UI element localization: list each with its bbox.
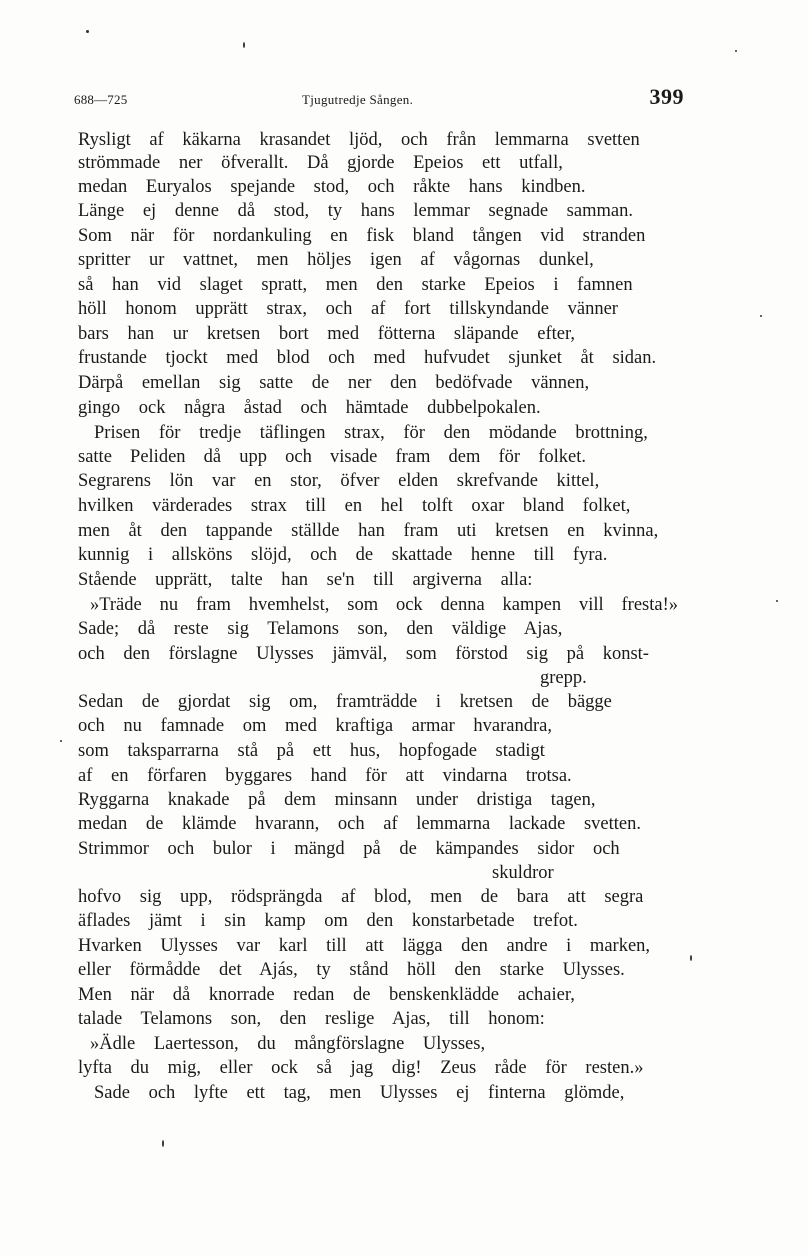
text-line: kunnig i allsköns slöjd, och de skattade henne till fyra. [78,545,608,565]
text-line: »Ädle Laertesson, du mångförslagne Ulysses, [90,1034,486,1054]
text-line: lyfta du mig, eller ock så jag dig! Zeus råde för resten.» [78,1058,644,1078]
text-line: äflades jämt i sin kamp om den konstarbetade trefot. [78,911,578,931]
text-line: Sedan de gjordat sig om, framträdde i kretsen de bägge [78,692,612,712]
page-number: 399 [649,84,684,109]
text-line: Ryggarna knakade på dem minsann under dristiga tagen, [78,790,596,810]
text-line: gingo ock några åstad och hämtade dubbelpokalen. [78,398,541,418]
text-line: så han vid slaget spratt, men den starke Epeios i famnen [78,275,633,295]
text-line: hofvo sig upp, rödsprängda af blod, men de bara att segra [78,887,644,907]
text-line: spritter ur vattnet, men höljes igen af vågornas dunkel, [78,250,594,270]
text-line: satte Peliden då upp och visade fram dem för folket. [78,447,586,467]
text-line: eller förmådde det Ajás, ty stånd höll den starke Ulysses. [78,960,625,980]
page-header [74,84,684,114]
text-line: »Träde nu fram hvemhelst, som ock denna kampen vill fresta!» [90,595,678,615]
text-line: Prisen för tredje täflingen strax, för den mödande brottning, [94,423,648,443]
text-line: Som när för nordankuling en fisk bland tången vid stranden [78,226,646,246]
text-line: grepp. [540,668,587,688]
text-line: Sade; då reste sig Telamons son, den väldige Ajas, [78,619,563,639]
paper-speck [60,740,62,742]
text-line: strömmade ner öfverallt. Då gjorde Epeios ett utfall, [78,153,563,173]
text-line: skuldror [492,863,554,883]
text-line: Men när då knorrade redan de benskenklädde achaier, [78,985,575,1005]
text-line: Rysligt af käkarna krasandet ljöd, och från lemmarna svetten [78,130,640,150]
text-line: Därpå emellan sig satte de ner den bedöfvade vännen, [78,373,590,393]
text-line: bars han ur kretsen bort med fötterna släpande efter, [78,324,576,344]
text-line: af en förfaren byggares hand för att vindarna trotsa. [78,766,572,786]
paper-speck [243,42,245,48]
text-line: och den förslagne Ulysses jämväl, som förstod sig på konst- [78,644,649,664]
text-line: höll honom upprätt strax, och af fort tillskyndande vänner [78,299,618,319]
paper-speck [760,315,762,317]
text-line: Sade och lyfte ett tag, men Ulysses ej finterna glömde, [94,1083,625,1103]
paper-speck [735,50,737,52]
running-title: Tjugutredje Sången. [302,92,414,107]
text-line: men åt den tappande ställde han fram uti kretsen en kvinna, [78,521,659,541]
line-range: 688—725 [74,92,128,107]
text-line: Länge ej denne då stod, ty hans lemmar segnade samman. [78,201,633,221]
paper-speck [162,1140,164,1147]
text-line: Segrarens lön var en stor, öfver elden skrefvande kittel, [78,471,600,491]
paper-speck [86,30,89,33]
text-line: Hvarken Ulysses var karl till att lägga den andre i marken, [78,936,651,956]
text-line: och nu famnade om med kraftiga armar hvarandra, [78,716,552,736]
text-line: frustande tjockt med blod och med hufvudet sjunket åt sidan. [78,348,657,368]
paper-speck [690,955,692,961]
text-line: medan Euryalos spejande stod, och råkte hans kindben. [78,177,586,197]
text-line: Stående upprätt, talte han se'n till argiverna alla: [78,570,533,590]
text-line: talade Telamons son, den reslige Ajas, till honom: [78,1009,545,1029]
text-line: som taksparrarna stå på ett hus, hopfogade stadigt [78,741,545,761]
paper-speck [776,600,778,602]
text-line: medan de klämde hvarann, och af lemmarna lackade svetten. [78,814,641,834]
text-line: hvilken värderades strax till en hel tolft oxar bland folket, [78,496,631,516]
text-line: Strimmor och bulor i mängd på de kämpandes sidor och [78,839,620,859]
